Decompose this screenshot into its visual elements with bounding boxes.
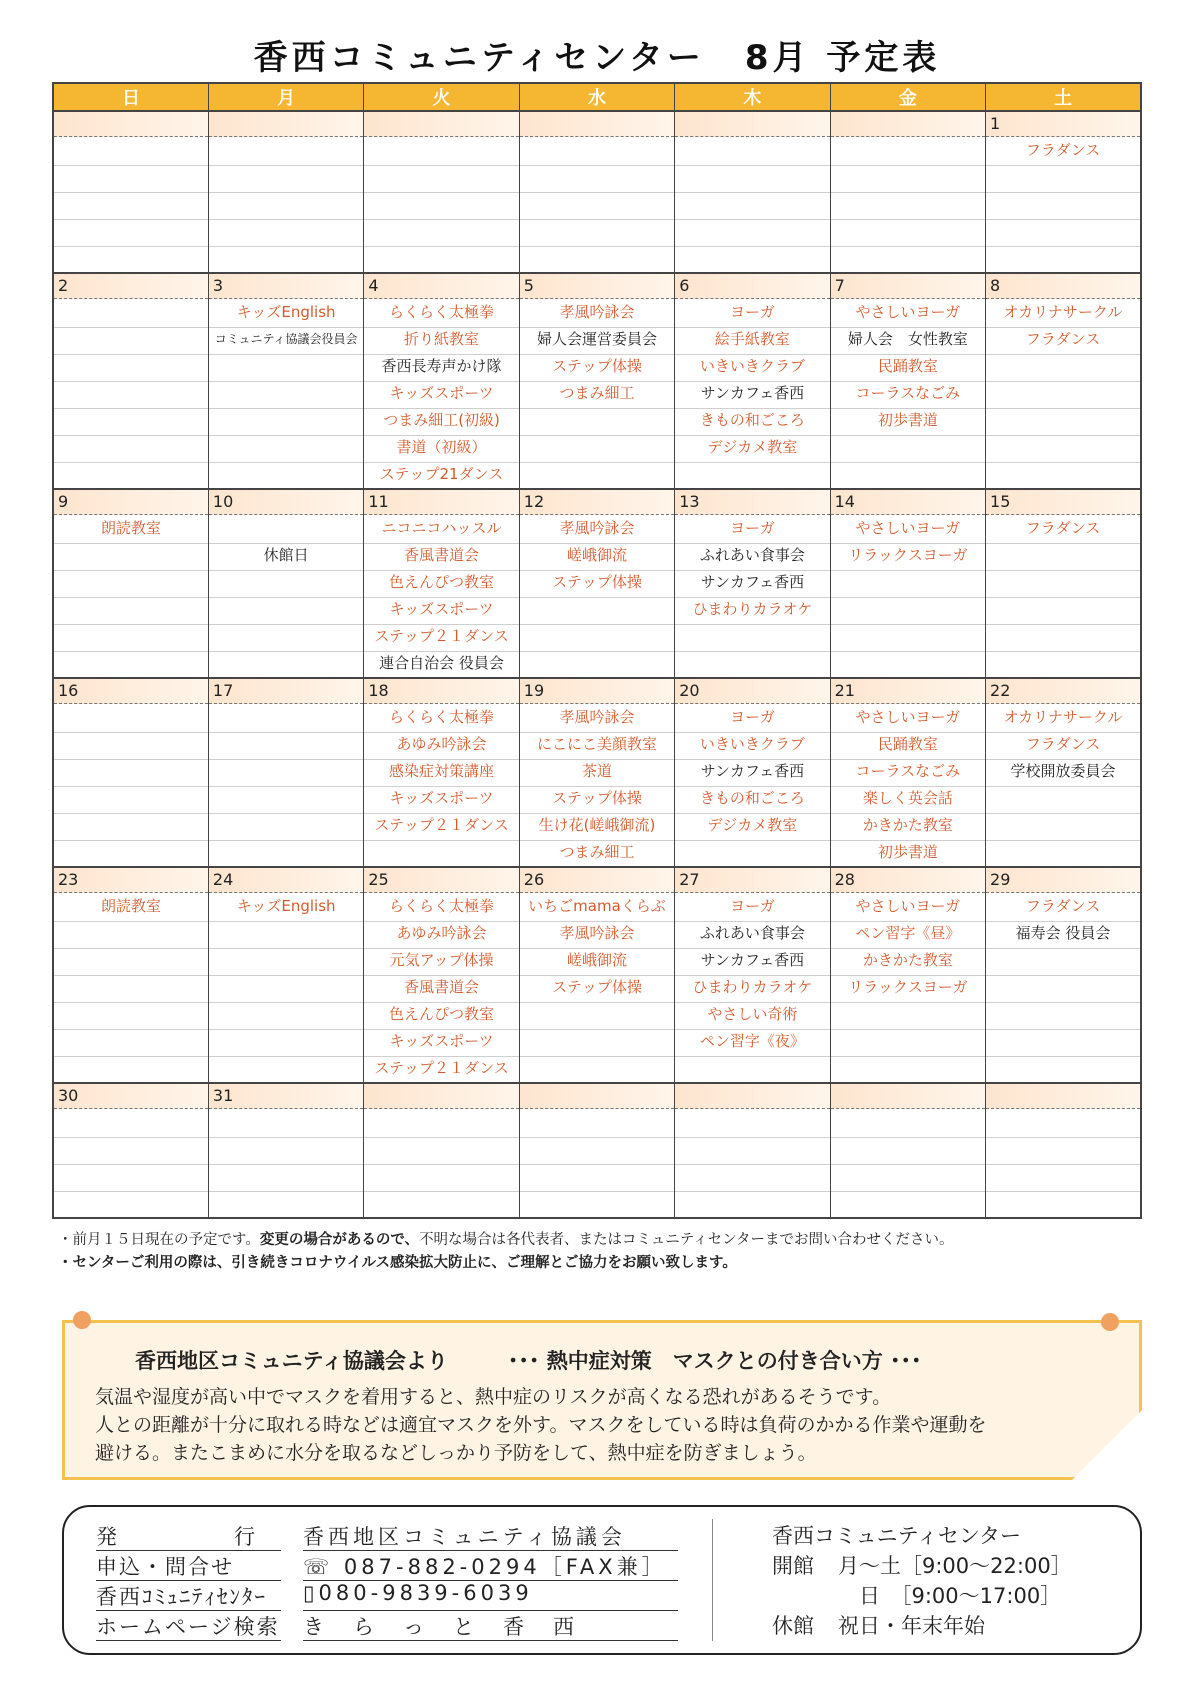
memo-line: 気温や湿度が高い中でマスクを着用すると、熱中症のリスクが高くなる恐れがあるそうです。 [95, 1386, 892, 1408]
event-item: サンカフェ香西 [700, 573, 805, 591]
event-item: つまみ細工(初級) [383, 411, 500, 429]
day-cell [986, 678, 1141, 867]
day-number: 10 [209, 490, 363, 515]
day-number [675, 112, 829, 137]
day-number: 31 [209, 1084, 363, 1109]
footer-row-phone: 申込・問合せ ☏ 087-882-0294［FAX兼］ [96, 1551, 681, 1581]
event-item: 初歩書道 [877, 843, 938, 861]
day-number: 1 [986, 112, 1140, 137]
pushpin-icon [1101, 1313, 1119, 1331]
day-cell [519, 489, 674, 678]
event-item: 生け花(嵯峨御流) [538, 816, 656, 834]
event-item: 色えんぴつ教室 [389, 1005, 495, 1023]
day-number [54, 112, 208, 137]
memo-topic: ･･･ 熱中症対策 マスクとの付き合い方 ･･･ [507, 1349, 922, 1373]
day-number: 3 [209, 274, 363, 299]
event-item: やさしいヨーガ [855, 519, 961, 537]
event-item: コーラスなごみ [855, 762, 961, 780]
memo-box [62, 1320, 1142, 1480]
weekday-header: 月 [208, 83, 363, 111]
event-item: いきいきクラブ [699, 735, 805, 753]
event-item: 民踊教室 [877, 735, 938, 753]
calendar-week [53, 867, 1141, 1083]
weekday-header-row [53, 83, 1141, 111]
day-cell [519, 1083, 674, 1218]
day-number: 16 [54, 679, 208, 704]
day-cell [364, 678, 519, 867]
hours-row: 日 ［9:00～17:00］ [838, 1584, 1062, 1608]
event-item: やさしいヨーガ [855, 303, 961, 321]
event-item: リラックスヨーガ [848, 546, 968, 564]
day-cell [830, 111, 985, 273]
day-cell [364, 867, 519, 1083]
schedule-page [52, 34, 1142, 1281]
event-item: かきかた教室 [862, 816, 953, 834]
event-item: 朗読教室 [100, 897, 161, 915]
memo-from: 香西地区コミュニティ協議会より [135, 1349, 448, 1373]
day-cell [519, 867, 674, 1083]
day-cell [519, 678, 674, 867]
event-item: 楽しく英会話 [862, 789, 953, 807]
footer-row-homepage: ホームページ検索 き ら っ と 香 西 [96, 1611, 681, 1641]
event-item: らくらく太極拳 [389, 897, 495, 915]
event-item: 休館日 [263, 546, 309, 564]
event-item: ヨーガ [730, 303, 775, 321]
event-item: キッズスポーツ [389, 1032, 494, 1050]
publisher-info [96, 1521, 681, 1641]
weekday-header: 木 [675, 83, 830, 111]
day-number: 13 [675, 490, 829, 515]
event-item: 折り紙教室 [404, 330, 480, 348]
event-item: コーラスなごみ [855, 384, 961, 402]
event-item: 学校開放委員会 [1010, 762, 1116, 780]
day-cell [830, 489, 985, 678]
memo-line: 避ける。またこまめに水分を取るなどしっかり予防をして、熱中症を防ぎましょう。 [95, 1442, 817, 1464]
weekday-header: 日 [53, 83, 208, 111]
event-item: あゆみ吟詠会 [396, 924, 487, 942]
event-item: ヨーガ [730, 519, 775, 537]
day-cell [830, 678, 985, 867]
day-number: 25 [364, 868, 518, 893]
day-cell [53, 1083, 208, 1218]
day-cell [208, 867, 363, 1083]
pushpin-icon [73, 1311, 91, 1329]
day-number: 21 [831, 679, 985, 704]
day-number: 7 [831, 274, 985, 299]
day-number: 26 [520, 868, 674, 893]
event-item: 茶道 [581, 762, 612, 780]
day-number [831, 1084, 985, 1109]
day-number: 29 [986, 868, 1140, 893]
event-item: 嵯峨御流 [566, 951, 627, 969]
event-item: リラックスヨーガ [848, 978, 968, 996]
event-item: コミュニティ協議会役員会 [214, 332, 358, 346]
page-title [52, 34, 1142, 82]
day-number: 22 [986, 679, 1140, 704]
event-item: サンカフェ香西 [700, 762, 805, 780]
event-item: オカリナサークル [1003, 708, 1123, 726]
day-cell [364, 489, 519, 678]
event-item: 絵手紙教室 [714, 330, 790, 348]
event-item: デジカメ教室 [707, 816, 798, 834]
event-item: にこにこ美顔教室 [536, 735, 657, 753]
day-cell [364, 111, 519, 273]
event-item: いちごmamaくらぶ [528, 897, 666, 915]
title-suffix: 予定表 [826, 38, 941, 78]
event-item: 感染症対策講座 [389, 762, 495, 780]
event-item: ペン習字《昼》 [855, 924, 961, 942]
day-cell [53, 678, 208, 867]
event-item: あゆみ吟詠会 [396, 735, 487, 753]
event-item: キッズスポーツ [389, 789, 494, 807]
event-item: ひまわりカラオケ [692, 978, 813, 996]
event-item: 香風書道会 [404, 978, 480, 996]
footer-row-publisher: 発 行 香西地区コミュニティ協議会 [96, 1521, 681, 1551]
day-number: 5 [520, 274, 674, 299]
day-cell [830, 867, 985, 1083]
event-item: ニコニコハッスル [381, 519, 502, 537]
event-item: キッズEnglish [236, 303, 336, 321]
event-item: 香西長寿声かけ隊 [381, 357, 502, 375]
event-item: 民踊教室 [877, 357, 938, 375]
event-item: キッズスポーツ [389, 384, 494, 402]
event-item: フラダンス [1025, 519, 1101, 537]
event-item: いきいきクラブ [699, 357, 805, 375]
event-item: 初歩書道 [877, 411, 938, 429]
day-cell [830, 1083, 985, 1218]
event-item: やさしい奇術 [707, 1005, 798, 1023]
event-item: ペン習字《夜》 [699, 1032, 805, 1050]
day-cell [675, 111, 830, 273]
memo-heading [65, 1323, 1139, 1375]
day-cell [986, 489, 1141, 678]
event-item: ふれあい食事会 [699, 546, 805, 564]
day-number: 11 [364, 490, 518, 515]
event-item: 書道（初級） [396, 438, 487, 456]
calendar-week [53, 111, 1141, 273]
page-fold-decoration [1072, 1410, 1142, 1480]
day-number: 27 [675, 868, 829, 893]
event-item: ふれあい食事会 [699, 924, 805, 942]
day-number [986, 1084, 1140, 1109]
event-item: ステップ体操 [552, 573, 642, 591]
day-cell [675, 867, 830, 1083]
weekday-header: 水 [519, 83, 674, 111]
weekday-header: 火 [364, 83, 519, 111]
event-item: オカリナサークル [1003, 303, 1123, 321]
event-item: キッズEnglish [236, 897, 336, 915]
footer-info-box [62, 1505, 1142, 1655]
calendar-week [53, 678, 1141, 867]
day-number [520, 112, 674, 137]
event-item: ステップ体操 [552, 789, 642, 807]
day-number [831, 112, 985, 137]
opening-hours [772, 1521, 1072, 1641]
day-cell [986, 273, 1141, 489]
day-cell [364, 273, 519, 489]
event-item: デジカメ教室 [707, 438, 798, 456]
day-number: 18 [364, 679, 518, 704]
event-item: つまみ細工 [559, 384, 635, 402]
day-number: 24 [209, 868, 363, 893]
event-item: やさしいヨーガ [855, 708, 961, 726]
day-number: 20 [675, 679, 829, 704]
event-item: ステップ２１ダンス [374, 816, 509, 834]
day-number: 6 [675, 274, 829, 299]
event-item: 嵯峨御流 [566, 546, 627, 564]
day-number: 8 [986, 274, 1140, 299]
calendar-body [53, 111, 1141, 1218]
day-cell [53, 111, 208, 273]
event-item: 婦人会運営委員会 [536, 330, 657, 348]
title-center-name: 香西コミュニティセンター [253, 38, 705, 78]
weekday-header: 金 [830, 83, 985, 111]
event-item: 連合自治会 役員会 [379, 654, 504, 672]
day-cell [675, 489, 830, 678]
calendar-week [53, 489, 1141, 678]
day-number: 30 [54, 1084, 208, 1109]
day-cell [364, 1083, 519, 1218]
day-cell [986, 867, 1141, 1083]
event-item: ステップ体操 [552, 978, 642, 996]
footer-row-mobile: 香西ｺﾐｭﾆﾃｨｾﾝﾀｰ ▯080-9839-6039 [96, 1581, 681, 1611]
day-number [675, 1084, 829, 1109]
event-item: かきかた教室 [862, 951, 953, 969]
center-name: 香西コミュニティセンター [772, 1524, 1022, 1548]
event-item: フラダンス [1025, 330, 1101, 348]
day-number: 28 [831, 868, 985, 893]
note-line-2: ・センターご利用の際は、引き続きコロナウイルス感染拡大防止に、ご理解とご協力をお願い致します。 [58, 1255, 737, 1271]
footer-divider [712, 1519, 713, 1641]
event-item: 朗読教室 [100, 519, 161, 537]
event-item: つまみ細工 [559, 843, 635, 861]
day-cell [53, 489, 208, 678]
event-item: 元気アップ体操 [389, 951, 494, 969]
event-item: ステップ２１ダンス [374, 1059, 509, 1077]
event-item: 婦人会 女性教室 [847, 330, 968, 348]
day-number: 12 [520, 490, 674, 515]
event-item: ヨーガ [730, 708, 775, 726]
day-number [520, 1084, 674, 1109]
schedule-notes [52, 1219, 1142, 1281]
day-cell [208, 111, 363, 273]
day-number: 4 [364, 274, 518, 299]
day-number: 14 [831, 490, 985, 515]
event-item: キッズスポーツ [389, 600, 494, 618]
event-item: フラダンス [1025, 897, 1101, 915]
day-cell [675, 1083, 830, 1218]
day-cell [208, 1083, 363, 1218]
event-item: サンカフェ香西 [700, 384, 805, 402]
day-number: 23 [54, 868, 208, 893]
weekday-header: 土 [986, 83, 1141, 111]
day-number: 9 [54, 490, 208, 515]
event-item: フラダンス [1025, 141, 1101, 159]
day-number: 19 [520, 679, 674, 704]
hours-row: 開館 月～土［9:00～22:00］ [772, 1554, 1072, 1578]
day-cell [53, 867, 208, 1083]
event-item: ステップ２１ダンス [374, 627, 509, 645]
day-number [209, 112, 363, 137]
day-cell [208, 489, 363, 678]
title-month: 8月 [744, 38, 811, 78]
memo-body [65, 1375, 1139, 1467]
event-item: 孝風吟詠会 [559, 303, 635, 321]
day-cell [675, 273, 830, 489]
day-number: 2 [54, 274, 208, 299]
event-item: 香風書道会 [404, 546, 480, 564]
event-item: ひまわりカラオケ [692, 600, 813, 618]
event-item: らくらく太極拳 [389, 303, 495, 321]
event-item: やさしいヨーガ [855, 897, 961, 915]
day-number [364, 1084, 518, 1109]
calendar-table [52, 82, 1142, 1219]
event-item: 孝風吟詠会 [559, 708, 635, 726]
day-cell [986, 1083, 1141, 1218]
day-cell [519, 111, 674, 273]
day-cell [208, 273, 363, 489]
event-item: 色えんぴつ教室 [389, 573, 495, 591]
event-item: ヨーガ [730, 897, 775, 915]
note-line-1: ・前月１５日現在の予定です。変更の場合があるので、不明な場合は各代表者、またはコミュニティセンターまでお問い合わせください。 [58, 1232, 954, 1248]
day-cell [986, 111, 1141, 273]
day-number: 17 [209, 679, 363, 704]
event-item: 福寿会 役員会 [1015, 924, 1111, 942]
day-cell [208, 678, 363, 867]
event-item: らくらく太極拳 [389, 708, 495, 726]
event-item: サンカフェ香西 [700, 951, 805, 969]
day-cell [675, 678, 830, 867]
day-number [364, 112, 518, 137]
event-item [209, 515, 363, 542]
event-item: フラダンス [1025, 735, 1101, 753]
day-cell [830, 273, 985, 489]
day-cell [53, 273, 208, 489]
memo-line: 人との距離が十分に取れる時などは適宜マスクを外す。マスクをしている時は負荷のかかる作業や運動を [95, 1414, 987, 1436]
event-item: 孝風吟詠会 [559, 924, 635, 942]
day-cell [519, 273, 674, 489]
event-item: きもの和ごころ [699, 411, 805, 429]
event-item: 孝風吟詠会 [559, 519, 635, 537]
event-item: ステップ体操 [552, 357, 642, 375]
calendar-week [53, 1083, 1141, 1218]
hours-row: 休館 祝日・年末年始 [772, 1614, 985, 1638]
calendar-week [53, 273, 1141, 489]
event-item: ステップ21ダンス [379, 465, 504, 483]
event-item: きもの和ごころ [699, 789, 805, 807]
day-number: 15 [986, 490, 1140, 515]
